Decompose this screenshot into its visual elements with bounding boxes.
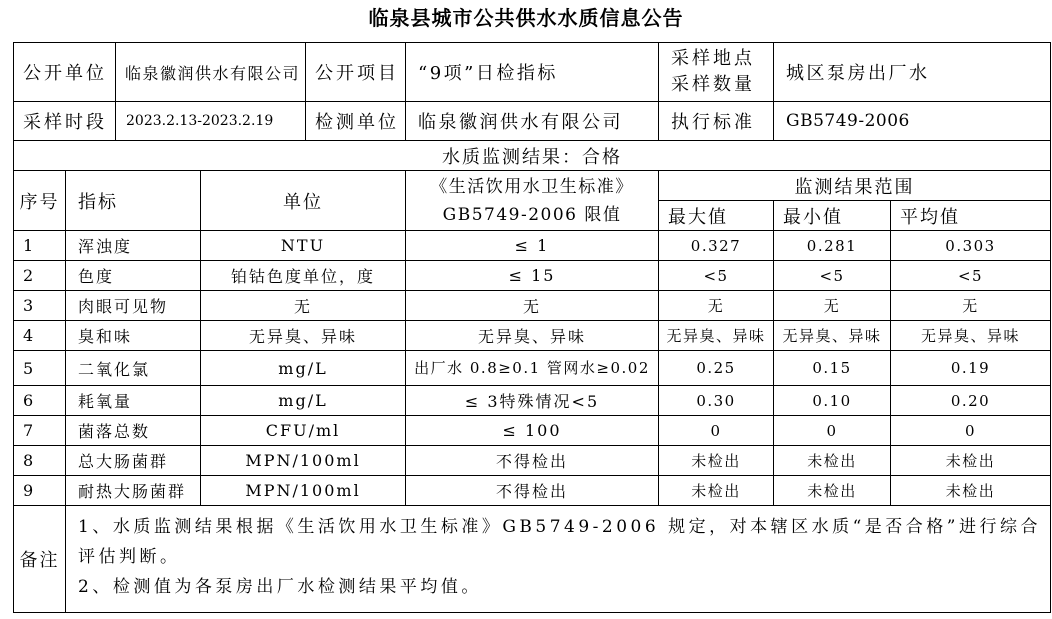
result-summary: 水质监测结果：合格 <box>14 141 1051 171</box>
row-min: 无 <box>774 291 891 321</box>
row-indicator: 色度 <box>66 261 201 291</box>
row-no: 6 <box>14 386 66 416</box>
row-avg: 0.19 <box>891 351 1051 386</box>
row-limit: 不得检出 <box>406 446 659 476</box>
sampling-location-value: 城区泵房出厂水 <box>774 43 1051 102</box>
row-max: 无 <box>659 291 774 321</box>
row-unit: 无 <box>201 291 406 321</box>
header-indicator: 指标 <box>66 171 201 231</box>
sampling-quantity-label: 采样数量 <box>671 74 756 95</box>
row-avg: 无 <box>891 291 1051 321</box>
row-unit: 无异臭、异味 <box>201 321 406 351</box>
row-avg: 未检出 <box>891 446 1051 476</box>
tester-label: 检测单位 <box>306 102 406 141</box>
row-limit: 出厂水 0.8≥0.1 管网水≥0.02 <box>406 351 659 386</box>
note-item-1: 1、水质监测结果根据《生活饮用水卫生标准》GB5749-2006 规定，对本辖区水质“是否合格”进行综合评估判断。 <box>78 517 1041 567</box>
row-indicator: 浑浊度 <box>66 231 201 261</box>
row-avg: 0 <box>891 416 1051 446</box>
row-unit: mg/L <box>201 351 406 386</box>
row-indicator: 耗氧量 <box>66 386 201 416</box>
row-no: 8 <box>14 446 66 476</box>
item-value: “9项”日检指标 <box>406 43 659 102</box>
row-unit: CFU/ml <box>201 416 406 446</box>
row-max: 0.327 <box>659 231 774 261</box>
table-row <box>14 476 1051 506</box>
publisher-label: 公开单位 <box>14 43 116 102</box>
row-limit: ≤ 1 <box>406 231 659 261</box>
tester-value: 临泉徽润供水有限公司 <box>406 102 659 141</box>
header-row-1 <box>14 171 1051 201</box>
table-row <box>14 231 1051 261</box>
row-indicator: 总大肠菌群 <box>66 446 201 476</box>
row-limit: ≤ 15 <box>406 261 659 291</box>
row-max: 0.25 <box>659 351 774 386</box>
row-max: 0.30 <box>659 386 774 416</box>
row-min: 0 <box>774 416 891 446</box>
header-limit <box>406 171 659 231</box>
table-row <box>14 416 1051 446</box>
row-no: 5 <box>14 351 66 386</box>
sampling-location-label: 采样地点 <box>671 48 756 69</box>
row-limit: 不得检出 <box>406 476 659 506</box>
row-max: 未检出 <box>659 446 774 476</box>
notice-title: 临泉县城市公共供水水质信息公告 <box>368 6 684 30</box>
row-min: 0.10 <box>774 386 891 416</box>
standard-value: GB5749-2006 <box>774 102 1051 141</box>
notes-label: 备注 <box>14 506 66 613</box>
row-no: 3 <box>14 291 66 321</box>
row-min: 0.281 <box>774 231 891 261</box>
table-row <box>14 321 1051 351</box>
row-no: 4 <box>14 321 66 351</box>
header-unit: 单位 <box>201 171 406 231</box>
row-max: <5 <box>659 261 774 291</box>
sampling-label <box>659 43 774 102</box>
note-item-2: 2、检测值为各泵房出厂水检测结果平均值。 <box>78 577 482 597</box>
row-min: 无异臭、异味 <box>774 321 891 351</box>
table-row <box>14 291 1051 321</box>
row-avg: 0.303 <box>891 231 1051 261</box>
row-unit: MPN/100ml <box>201 446 406 476</box>
table-row <box>14 261 1051 291</box>
row-limit: ≤ 100 <box>406 416 659 446</box>
row-min: <5 <box>774 261 891 291</box>
row-no: 9 <box>14 476 66 506</box>
row-unit: MPN/100ml <box>201 476 406 506</box>
row-indicator: 二氧化氯 <box>66 351 201 386</box>
row-max: 无异臭、异味 <box>659 321 774 351</box>
row-max: 0 <box>659 416 774 446</box>
row-limit: ≤ 3特殊情况<5 <box>406 386 659 416</box>
row-indicator: 菌落总数 <box>66 416 201 446</box>
header-limit-code: GB5749-2006 限值 <box>442 204 622 225</box>
info-row-1 <box>14 43 1051 102</box>
row-avg: <5 <box>891 261 1051 291</box>
row-avg: 无异臭、异味 <box>891 321 1051 351</box>
header-limit-standard: 《生活饮用水卫生标准》 <box>430 176 634 197</box>
header-no: 序号 <box>14 171 66 231</box>
header-range: 监测结果范围 <box>659 171 1051 201</box>
row-indicator: 臭和味 <box>66 321 201 351</box>
row-unit: mg/L <box>201 386 406 416</box>
header-max: 最大值 <box>659 201 774 231</box>
header-min: 最小值 <box>774 201 891 231</box>
notes-row <box>14 506 1051 613</box>
notice-table <box>13 42 1051 613</box>
period-label: 采样时段 <box>14 102 116 141</box>
notes-content <box>66 506 1051 613</box>
period-value: 2023.2.13-2023.2.19 <box>116 102 306 141</box>
row-min: 未检出 <box>774 476 891 506</box>
result-row <box>14 141 1051 171</box>
row-avg: 0.20 <box>891 386 1051 416</box>
row-indicator: 肉眼可见物 <box>66 291 201 321</box>
row-no: 1 <box>14 231 66 261</box>
row-limit: 无 <box>406 291 659 321</box>
item-label: 公开项目 <box>306 43 406 102</box>
info-row-2 <box>14 102 1051 141</box>
row-unit: NTU <box>201 231 406 261</box>
table-row <box>14 351 1051 386</box>
standard-label: 执行标准 <box>659 102 774 141</box>
header-avg: 平均值 <box>891 201 1051 231</box>
row-min: 0.15 <box>774 351 891 386</box>
table-row <box>14 446 1051 476</box>
row-limit: 无异臭、异味 <box>406 321 659 351</box>
row-min: 未检出 <box>774 446 891 476</box>
row-no: 2 <box>14 261 66 291</box>
row-indicator: 耐热大肠菌群 <box>66 476 201 506</box>
row-max: 未检出 <box>659 476 774 506</box>
row-unit: 铂钴色度单位，度 <box>201 261 406 291</box>
row-no: 7 <box>14 416 66 446</box>
row-avg: 未检出 <box>891 476 1051 506</box>
table-row <box>14 386 1051 416</box>
publisher-value: 临泉徽润供水有限公司 <box>116 43 306 102</box>
